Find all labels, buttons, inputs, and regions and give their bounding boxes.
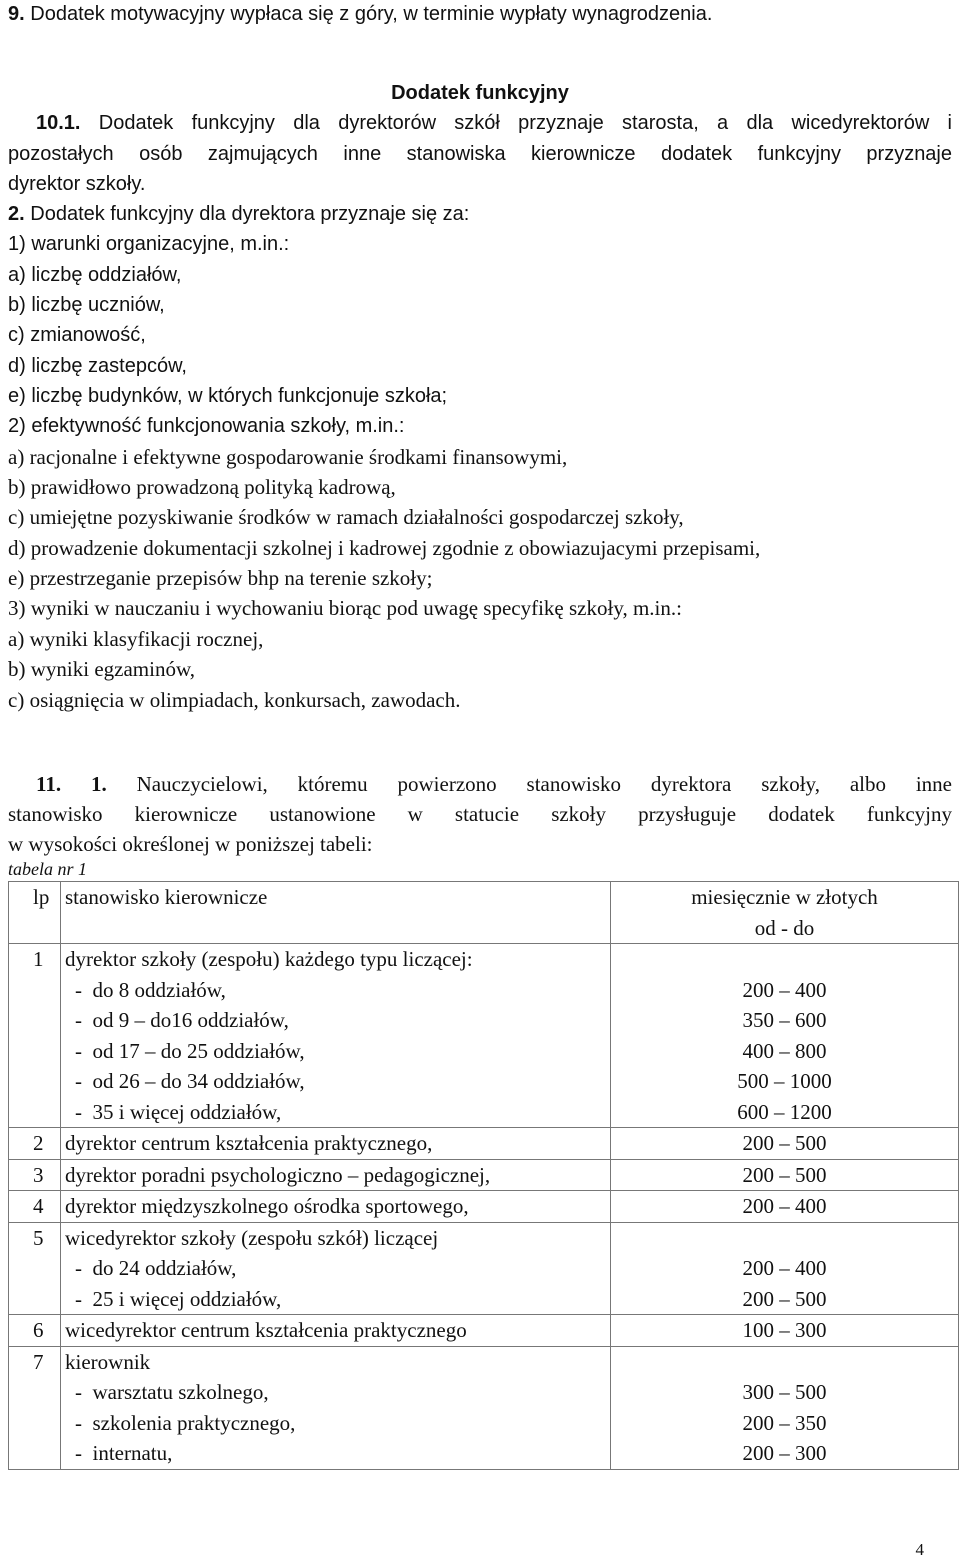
row-range: 200 – 500 — [611, 1159, 959, 1191]
row-subitem: - 25 i więcej oddziałów, — [75, 1286, 282, 1311]
row-range: 200 – 500 — [611, 1128, 959, 1160]
table-row — [9, 944, 959, 1128]
page-number: 4 — [915, 1540, 924, 1559]
row-range: 200 – 400 — [742, 1256, 827, 1280]
list-item: a) wyniki klasyfikacji rocznej, — [8, 627, 264, 651]
row-subitem: - od 9 – do16 oddziałów, — [75, 1008, 289, 1032]
row-subitem: - 35 i więcej oddziałów, — [75, 1099, 282, 1124]
row-subitem: - do 24 oddziałów, — [75, 1256, 237, 1280]
paragraph-text: Dodatek funkcyjny dla dyrektora przyznaje się za: — [30, 203, 470, 225]
row-lp: 5 — [9, 1222, 61, 1315]
row-lp: 6 — [9, 1315, 61, 1347]
header-amount-line2: od - do — [754, 915, 815, 940]
table-row — [9, 1159, 959, 1191]
paragraph-number: 9. — [8, 3, 25, 25]
section-heading: Dodatek funkcyjny — [391, 82, 569, 104]
paragraph-10-1-line2: pozostałych osób zajmujących inne stanowiska kierownicze dodatek funkcyjny przyznaje — [8, 143, 952, 165]
row-lp: 4 — [9, 1191, 61, 1223]
row-range: 100 – 300 — [611, 1315, 959, 1347]
row-amount — [611, 1222, 959, 1315]
row-subitem: - od 17 – do 25 oddziałów, — [75, 1038, 305, 1063]
row-lp: 3 — [9, 1159, 61, 1191]
header-lp-text: lp — [33, 885, 50, 909]
row-range: 200 – 400 — [611, 1191, 959, 1223]
header-amount — [611, 882, 959, 944]
row-amount — [611, 944, 959, 1128]
row-range: 400 – 800 — [742, 1038, 827, 1063]
row-range: 350 – 600 — [742, 1008, 827, 1032]
paragraph-10-1-line1 — [8, 109, 952, 138]
row-lp: 2 — [9, 1128, 61, 1160]
list-item: c) osiągnięcia w olimpiadach, konkursach, zawodach. — [8, 688, 461, 712]
paragraph-text: Dodatek motywacyjny wypłaca się z góry, w terminie wypłaty wynagrodzenia. — [30, 3, 713, 25]
list-item: c) umiejętne pozyskiwanie środków w ramach działalności gospodarczej szkoły, — [8, 505, 684, 529]
paragraph-11-1-line3: w wysokości określonej w poniższej tabeli: — [8, 832, 373, 856]
paragraph-10-2 — [8, 200, 469, 229]
row-subitem: - do 8 oddziałów, — [75, 977, 226, 1002]
row-position: wicedyrektor centrum kształcenia praktycznego — [61, 1315, 611, 1347]
paragraph-11-1-line2: stanowisko kierownicze ustanowione w statucie szkoły przysługuje dodatek funkcyjny — [8, 802, 952, 826]
paragraph-10-1-line3: dyrektor szkoły. — [8, 173, 146, 195]
list-item: e) liczbę budynków, w których funkcjonuje szkoła; — [8, 385, 448, 407]
list-item: e) przestrzeganie przepisów bhp na terenie szkoły; — [8, 566, 433, 590]
row-position: dyrektor centrum kształcenia praktycznego, — [61, 1128, 611, 1160]
row-range: 200 – 400 — [742, 977, 827, 1002]
row-amount-spacer — [611, 1347, 958, 1378]
list-item: c) zmianowość, — [8, 324, 146, 346]
header-amount-line1: miesięcznie w złotych — [691, 885, 878, 909]
list-item: 2) efektywność funkcjonowania szkoły, m.in.: — [8, 415, 405, 437]
list-item: b) prawidłowo prowadzoną polityką kadrową, — [8, 475, 396, 499]
table-caption: tabela nr 1 — [8, 859, 87, 879]
row-position: dyrektor poradni psychologiczno – pedagogicznej, — [61, 1159, 611, 1191]
table-row — [9, 1315, 959, 1347]
list-item: 3) wyniki w nauczaniu i wychowaniu biorąc pod uwagę specyfikę szkoły, m.in.: — [8, 596, 682, 620]
table-row — [9, 1346, 959, 1469]
row-amount-spacer — [611, 1223, 958, 1254]
row-lp: 1 — [9, 944, 61, 1128]
row-title: kierownik — [65, 1349, 151, 1374]
row-lp: 7 — [9, 1346, 61, 1469]
list-item: a) racjonalne i efektywne gospodarowanie środkami finansowymi, — [8, 445, 568, 469]
list-item: b) liczbę uczniów, — [8, 294, 165, 316]
row-position: dyrektor międzyszkolnego ośrodka sportowego, — [61, 1191, 611, 1223]
list-item: 1) warunki organizacyjne, m.in.: — [8, 233, 290, 255]
table-row — [9, 1191, 959, 1223]
row-amount-spacer — [611, 944, 958, 975]
list-item: d) prowadzenie dokumentacji szkolnej i kadrowej zgodnie z obowiazujacymi przepisami, — [8, 536, 761, 560]
row-title: wicedyrektor szkoły (zespołu szkół) liczącej — [65, 1225, 439, 1250]
paragraph-number: 11. 1. — [36, 772, 107, 796]
list-item: b) wyniki egzaminów, — [8, 657, 196, 681]
row-subitem: - szkolenia praktycznego, — [75, 1410, 296, 1435]
row-subitem: - internatu, — [75, 1441, 173, 1465]
header-position-text: stanowisko kierownicze — [65, 885, 268, 909]
table-header-row — [9, 882, 959, 944]
row-subitem: - warsztatu szkolnego, — [75, 1380, 269, 1404]
list-item: d) liczbę zastepców, — [8, 355, 187, 377]
table-row — [9, 1222, 959, 1315]
row-position — [61, 944, 611, 1128]
row-range: 300 – 500 — [742, 1380, 827, 1404]
allowance-table — [8, 881, 959, 1470]
table-row — [9, 1128, 959, 1160]
header-position — [61, 882, 611, 944]
paragraph-9 — [8, 0, 712, 29]
row-range: 500 – 1000 — [737, 1069, 832, 1093]
row-range: 600 – 1200 — [737, 1099, 832, 1124]
row-range: 200 – 300 — [742, 1441, 827, 1465]
row-range: 200 – 350 — [742, 1410, 827, 1435]
paragraph-number: 10.1. — [36, 112, 81, 134]
paragraph-11-1-line1 — [8, 770, 952, 799]
row-position — [61, 1346, 611, 1469]
paragraph-number: 2. — [8, 203, 25, 225]
row-title: dyrektor szkoły (zespołu) każdego typu liczącej: — [65, 947, 473, 971]
row-subitem: - od 26 – do 34 oddziałów, — [75, 1069, 305, 1093]
row-range: 200 – 500 — [742, 1286, 827, 1311]
header-lp — [9, 882, 61, 944]
row-amount — [611, 1346, 959, 1469]
paragraph-text: Dodatek funkcyjny dla dyrektorów szkół przyznaje starosta, a dla wicedyrektorów i — [98, 112, 952, 134]
list-item: a) liczbę oddziałów, — [8, 264, 182, 286]
paragraph-text: Nauczycielowi, któremu powierzono stanowisko dyrektora szkoły, albo inne — [136, 772, 952, 796]
row-position — [61, 1222, 611, 1315]
